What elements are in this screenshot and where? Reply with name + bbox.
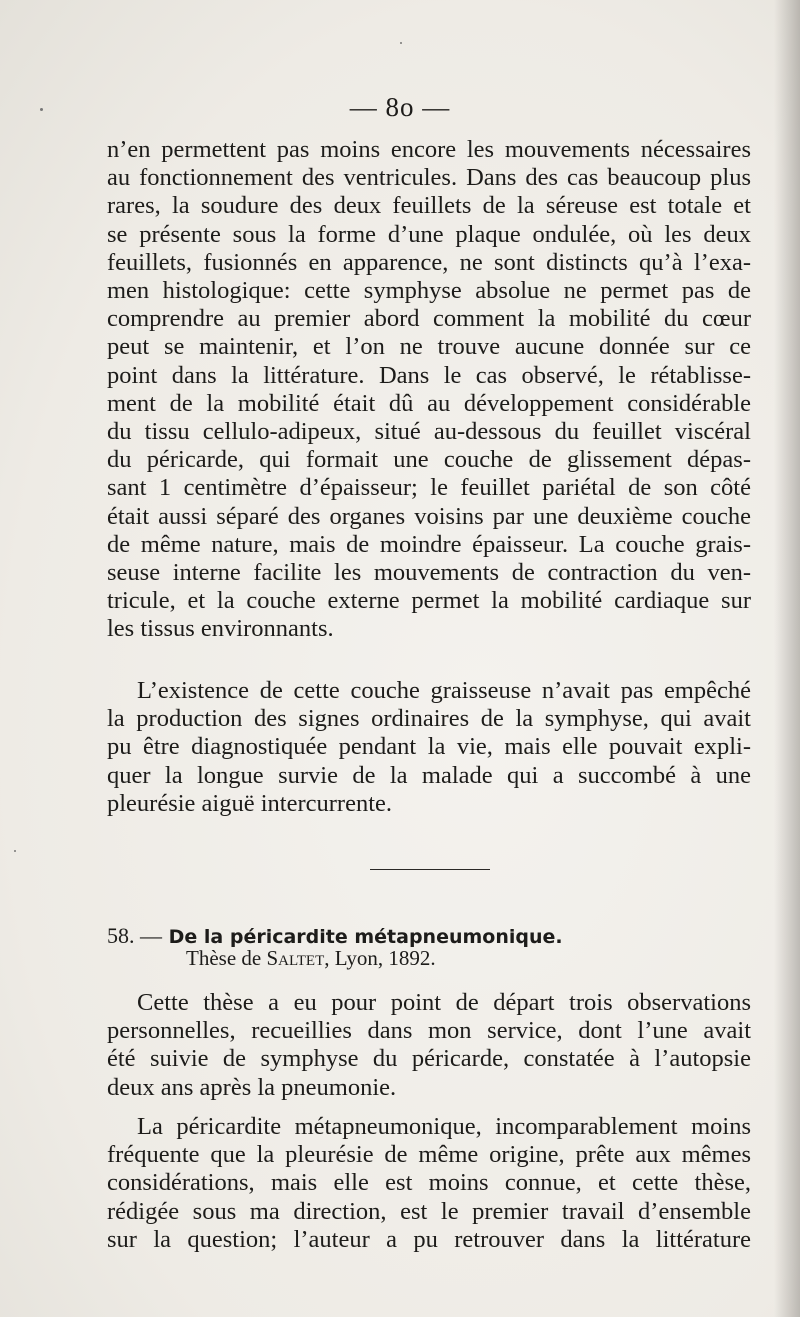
text-line: fréquente que la pleurésie de même origine, prête aux mêmes <box>107 1141 751 1169</box>
section-number: 58. — <box>107 923 162 948</box>
text-line: point dans la littérature. Dans le cas observé, le rétablisse- <box>107 361 751 389</box>
page-number: — 8o — <box>349 92 451 122</box>
text-line: peut se maintenir, et l’on ne trouve aucune donnée sur ce <box>107 333 751 361</box>
section-divider <box>370 869 490 870</box>
text-line: rédigée sous ma direction, est le premier travail d’ensemble <box>107 1197 751 1225</box>
text-line: sur la question; l’auteur a pu retrouver dans la littérature <box>107 1225 751 1253</box>
text-line: du tissu cellulo-adipeux, situé au-dessous du feuillet viscéral <box>107 418 751 446</box>
paragraph-3 <box>107 989 751 1102</box>
paragraph-4 <box>107 1113 751 1254</box>
text-line: pu être diagnostiquée pendant la vie, mais elle pouvait expli- <box>107 733 751 761</box>
text-line: été suivie de symphyse du péricarde, constatée à l’autopsie <box>107 1045 751 1073</box>
section-title: De la péricardite métapneumonique. <box>168 926 563 948</box>
text-line: personnelles, recueillies dans mon service, dont l’une avait <box>107 1017 751 1045</box>
text-line: Cette thèse a eu pour point de départ trois observations <box>137 989 751 1016</box>
paragraph-2 <box>107 677 751 818</box>
text-line: tricule, et la couche externe permet la mobilité cardiaque sur <box>107 587 751 615</box>
text-line: La péricardite métapneumonique, incomparablement moins <box>137 1113 751 1140</box>
text-line: deux ans après la pneumonie. <box>107 1073 397 1101</box>
text-line: pleurésie aiguë intercurrente. <box>107 789 393 817</box>
paragraph-1 <box>107 136 751 644</box>
page-edge-shadow <box>774 0 800 1317</box>
thesis-author: Saltet <box>266 946 325 970</box>
paper-speck <box>400 42 402 44</box>
thesis-reference <box>186 946 436 971</box>
text-line: seuse interne facilite les mouvements de contraction du ven- <box>107 559 751 587</box>
thesis-prefix: Thèse de <box>186 946 267 970</box>
text-line: n’en permettent pas moins encore les mouvements nécessaires <box>107 136 751 163</box>
text-line: men histologique: cette symphyse absolue ne permet pas de <box>107 277 751 305</box>
text-line: sant 1 centimètre d’épaisseur; le feuillet pariétal de son côté <box>107 474 751 502</box>
text-line: au fonctionnement des ventricules. Dans des cas beaucoup plus <box>107 164 751 192</box>
text-line: comprendre au premier abord comment la mobilité du cœur <box>107 305 751 333</box>
paper-speck <box>14 850 16 852</box>
text-line: la production des signes ordinaires de la symphyse, qui avait <box>107 705 751 733</box>
text-line: rares, la soudure des deux feuillets de la séreuse est totale et <box>107 192 751 220</box>
text-line: se présente sous la forme d’une plaque ondulée, où les deux <box>107 220 751 248</box>
text-line: quer la longue survie de la malade qui a succombé à une <box>107 761 751 789</box>
text-line: L’existence de cette couche graisseuse n’avait pas empêché <box>137 677 751 704</box>
text-line: de même nature, mais de moindre épaisseur. La couche grais- <box>107 530 751 558</box>
paper-speck <box>40 108 43 111</box>
text-line: était aussi séparé des organes voisins par une deuxième couche <box>107 502 751 530</box>
text-line: ment de la mobilité était dû au développement considérable <box>107 389 751 417</box>
text-line: considérations, mais elle est moins connue, et cette thèse, <box>107 1169 751 1197</box>
text-line: les tissus environnants. <box>107 615 334 643</box>
thesis-suffix: , Lyon, 1892. <box>324 946 436 970</box>
text-line: du péricarde, qui formait une couche de glissement dépas- <box>107 446 751 474</box>
text-line: feuillets, fusionnés en apparence, ne sont distincts qu’à l’exa- <box>107 248 751 276</box>
